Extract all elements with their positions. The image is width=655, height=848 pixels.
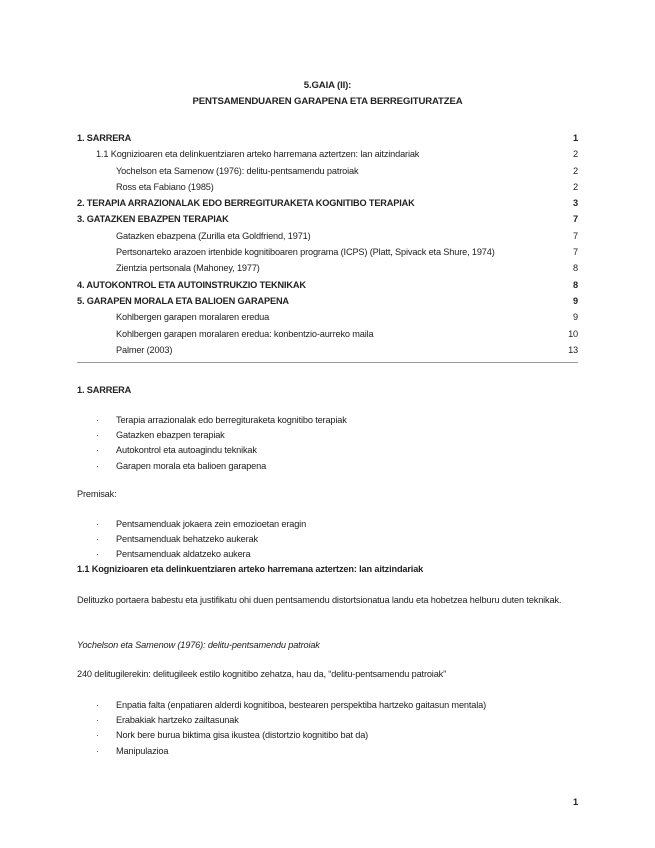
paragraph-delitugile: 240 delitugilerekin: delitugileek estilo kognitibo zehatza, hau da, “delitu-pentsamendu patroiak” [77, 669, 447, 679]
toc-entry-page: 7 [573, 230, 578, 241]
toc-entry[interactable] [77, 326, 578, 342]
bullet-list-patterns [77, 698, 578, 759]
italic-heading-yochelson: Yochelson eta Samenow (1976): delitu-pentsamendu patroiak [77, 640, 320, 650]
toc-entry-page: 9 [573, 312, 578, 323]
paragraph-techniques: Delituzko portaera babestu eta justifikatu ohi duen pentsamendu distortsionatua landu eta hobetzea helburu duten teknikak. [77, 595, 562, 605]
list-item [77, 517, 578, 532]
list-item-text: Garapen morala eta balioen garapena [116, 460, 267, 471]
toc-entry[interactable] [77, 179, 578, 195]
list-item [77, 428, 578, 443]
toc-entry[interactable] [77, 277, 578, 293]
bullet-dot-icon: · [96, 430, 99, 441]
bullet-dot-icon: · [96, 534, 99, 545]
toc-entry-page: 7 [573, 214, 578, 225]
section-heading-sarrera: 1. SARRERA [77, 385, 132, 395]
toc-entry[interactable] [77, 309, 578, 325]
list-item [77, 728, 578, 743]
bullet-dot-icon: · [96, 730, 99, 741]
toc-entry-text: 4. AUTOKONTROL ETA AUTOINSTRUKZIO TEKNIKAK [77, 279, 306, 290]
list-item-text: Manipulazioa [116, 745, 169, 756]
toc-entry-text: Palmer (2003) [116, 344, 173, 355]
toc-entry-page: 13 [568, 344, 578, 355]
toc-entry-text: Yochelson eta Samenow (1976): delitu-pentsamendu patroiak [116, 165, 359, 176]
list-item [77, 744, 578, 759]
bullet-dot-icon: · [96, 745, 99, 756]
page-number: 1 [573, 797, 578, 807]
bullet-dot-icon: · [96, 549, 99, 560]
bullet-dot-icon: · [96, 700, 99, 710]
table-of-contents [77, 130, 578, 358]
toc-entry[interactable] [77, 244, 578, 260]
list-item-text: Pentsamenduak aldatzeko aukera [116, 549, 251, 560]
toc-entry-text: Ross eta Fabiano (1985) [116, 181, 214, 192]
toc-entry-page: 2 [573, 181, 578, 192]
toc-entry-page: 8 [573, 279, 578, 290]
list-item-text: Pentsamenduak behatzeko aukerak [116, 534, 258, 545]
toc-entry-text: Gatazken ebazpena (Zurilla eta Goldfriend, 1971) [116, 230, 311, 241]
toc-entry-page: 3 [573, 198, 578, 209]
toc-entry-page: 2 [573, 149, 578, 160]
toc-entry-page: 9 [573, 295, 578, 306]
premisak-label: Premisak: [77, 489, 117, 499]
bullet-dot-icon: · [96, 519, 99, 529]
list-item [77, 698, 578, 713]
list-item [77, 459, 578, 474]
toc-entry-text: Pertsonarteko arazoen irtenbide kognitiboaren programa (ICPS) (Platt, Spivack eta Shure, 1974) [116, 247, 495, 258]
list-item [77, 443, 578, 458]
toc-entry-page: 1 [573, 133, 578, 143]
toc-entry[interactable] [77, 130, 578, 146]
toc-entry-text: 2. TERAPIA ARRAZIONALAK EDO BERREGITURAKETA KOGNITIBO TERAPIAK [77, 198, 415, 209]
list-item-text: Terapia arrazionalak edo berregituraketa kognitibo terapiak [116, 415, 347, 425]
toc-entry-page: 8 [573, 263, 578, 274]
toc-entry[interactable] [77, 195, 578, 211]
toc-entry-text: 1. SARRERA [77, 133, 132, 143]
subsection-heading-1-1: 1.1 Kognizioaren eta delinkuentziaren arteko harremana aztertzen: lan aitzindariak [77, 564, 424, 574]
bullet-dot-icon: · [96, 715, 99, 726]
bullet-dot-icon: · [96, 445, 99, 456]
toc-entry[interactable] [77, 342, 578, 358]
toc-entry-text: 3. GATAZKEN EBAZPEN TERAPIAK [77, 214, 229, 225]
toc-entry-text: Kohlbergen garapen moralaren eredua: konbentzio-aurreko maila [116, 328, 374, 339]
toc-entry-page: 10 [568, 328, 578, 339]
bullet-dot-icon: · [96, 460, 99, 471]
list-item-text: Autokontrol eta autoagindu teknikak [116, 445, 257, 456]
toc-entry[interactable] [77, 146, 578, 162]
toc-entry[interactable] [77, 211, 578, 227]
toc-divider [77, 362, 578, 363]
list-item [77, 532, 578, 547]
list-item-text: Nork bere burua biktima gisa ikustea (distortzio kognitibo bat da) [116, 730, 369, 741]
toc-entry-page: 2 [573, 165, 578, 176]
list-item-text: Erabakiak hartzeko zailtasunak [116, 715, 239, 726]
toc-entry-page: 7 [573, 247, 578, 258]
list-item-text: Pentsamenduak jokaera zein emozioetan eragin [116, 519, 307, 529]
toc-entry[interactable] [77, 293, 578, 309]
document-title-line1: 5.GAIA (II): [303, 80, 352, 91]
toc-entry[interactable] [77, 163, 578, 179]
document-title-line2: PENTSAMENDUAREN GARAPENA ETA BERREGITURATZEA [192, 96, 463, 107]
bullet-list-premisak [77, 517, 578, 563]
list-item [77, 713, 578, 728]
toc-entry[interactable] [77, 228, 578, 244]
toc-entry-text: Kohlbergen garapen moralaren eredua [116, 312, 270, 323]
toc-entry[interactable] [77, 260, 578, 276]
list-item [77, 413, 578, 428]
toc-entry-text: 5. GARAPEN MORALA ETA BALIOEN GARAPENA [77, 295, 289, 306]
toc-entry-text: Zientzia pertsonala (Mahoney, 1977) [116, 263, 260, 274]
bullet-dot-icon: · [96, 415, 99, 425]
toc-entry-text: 1.1 Kognizioaren eta delinkuentziaren arteko harremana aztertzen: lan aitzindariak [96, 149, 420, 160]
list-item-text: Enpatia falta (enpatiaren alderdi kognitiboa, bestearen perspektiba hartzeko gaitasun mentala) [116, 700, 486, 710]
list-item-text: Gatazken ebazpen terapiak [116, 430, 225, 441]
list-item [77, 547, 578, 562]
bullet-list-therapies [77, 413, 578, 474]
